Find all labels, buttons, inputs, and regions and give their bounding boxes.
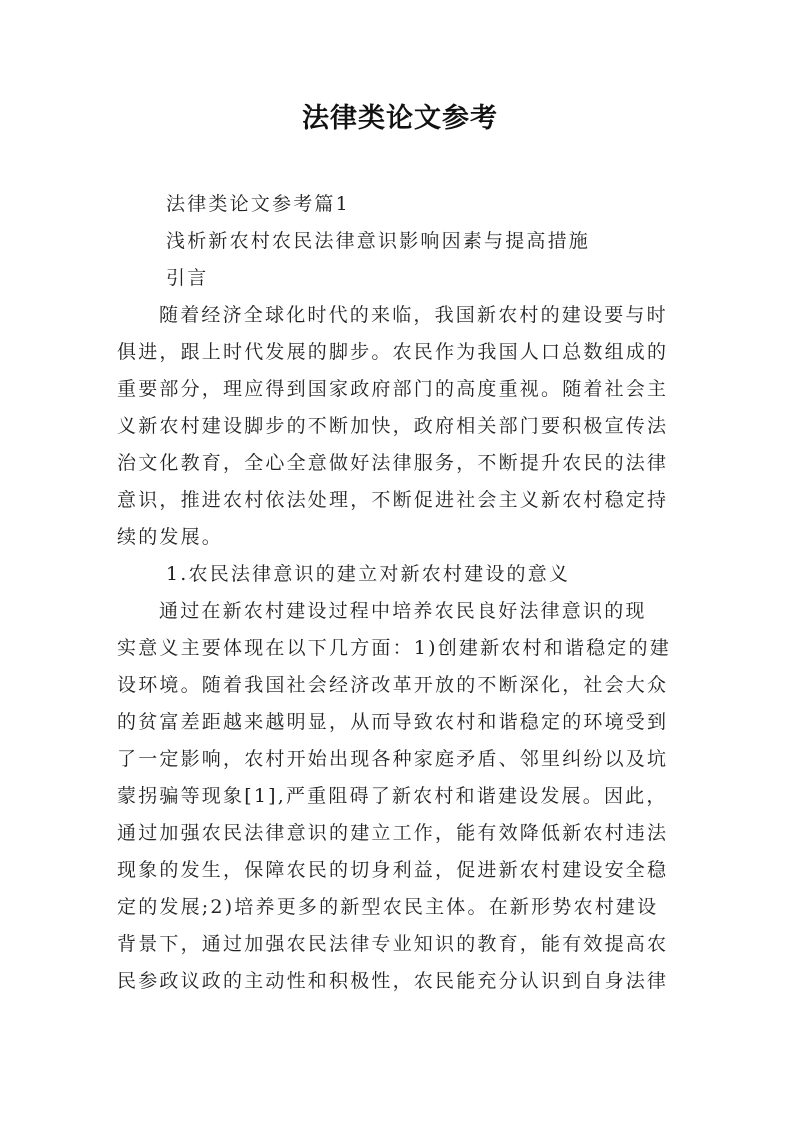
article-title: 浅析新农村农民法律意识影响因素与提高措施 [166,230,591,252]
paragraph-line: 义新农村建设脚步的不断加快，政府相关部门要积极宣传法 [117,415,669,437]
section-heading: 法律类论文参考篇1 [166,193,350,215]
paragraph-line: 现象的发生，保障农民的切身利益，促进新农村建设安全稳 [117,859,669,881]
paragraph-line: 背景下，通过加强农民法律专业知识的教育，能有效提高农 [117,933,669,955]
paragraph-line: 实意义主要体现在以下几方面：1)创建新农村和谐稳定的建 [117,637,671,659]
paragraph-line: 设环境。随着我国社会经济改革开放的不断深化，社会大众 [117,674,669,696]
paragraph-line: 重要部分，理应得到国家政府部门的高度重视。随着社会主 [117,378,669,400]
paragraph-line: 民参政议政的主动性和积极性，农民能充分认识到自身法律 [117,970,669,992]
document-title: 法律类论文参考 [302,103,498,134]
paragraph-line: 了一定影响，农村开始出现各种家庭矛盾、邻里纠纷以及坑 [117,748,669,770]
document-body [117,186,683,1000]
paragraph-line: 治文化教育，全心全意做好法律服务，不断提升农民的法律 [117,452,669,474]
subsection-heading: 1.农民法律意识的建立对新农村建设的意义 [166,563,571,585]
paragraph-line: 蒙拐骗等现象[1],严重阻碍了新农村和谐建设发展。因此， [117,785,668,807]
paragraph-line: 意识，推进农村依法处理，不断促进社会主义新农村稳定持 [117,489,669,511]
intro-heading: 引言 [166,267,209,289]
paragraph-line: 定的发展;2)培养更多的新型农民主体。在新形势农村建设 [117,896,659,918]
paragraph-line: 通过在新农村建设过程中培养农民良好法律意识的现 [159,600,647,622]
paragraph-line: 通过加强农民法律意识的建立工作，能有效降低新农村违法 [117,822,669,844]
paragraph-line: 续的发展。 [117,526,224,548]
paragraph-line: 的贫富差距越来越明显，从而导致农村和谐稳定的环境受到 [117,711,669,733]
paragraph-line: 随着经济全球化时代的来临，我国新农村的建设要与时 [159,304,668,326]
paragraph-line: 俱进，跟上时代发展的脚步。农民作为我国人口总数组成的 [117,341,669,363]
